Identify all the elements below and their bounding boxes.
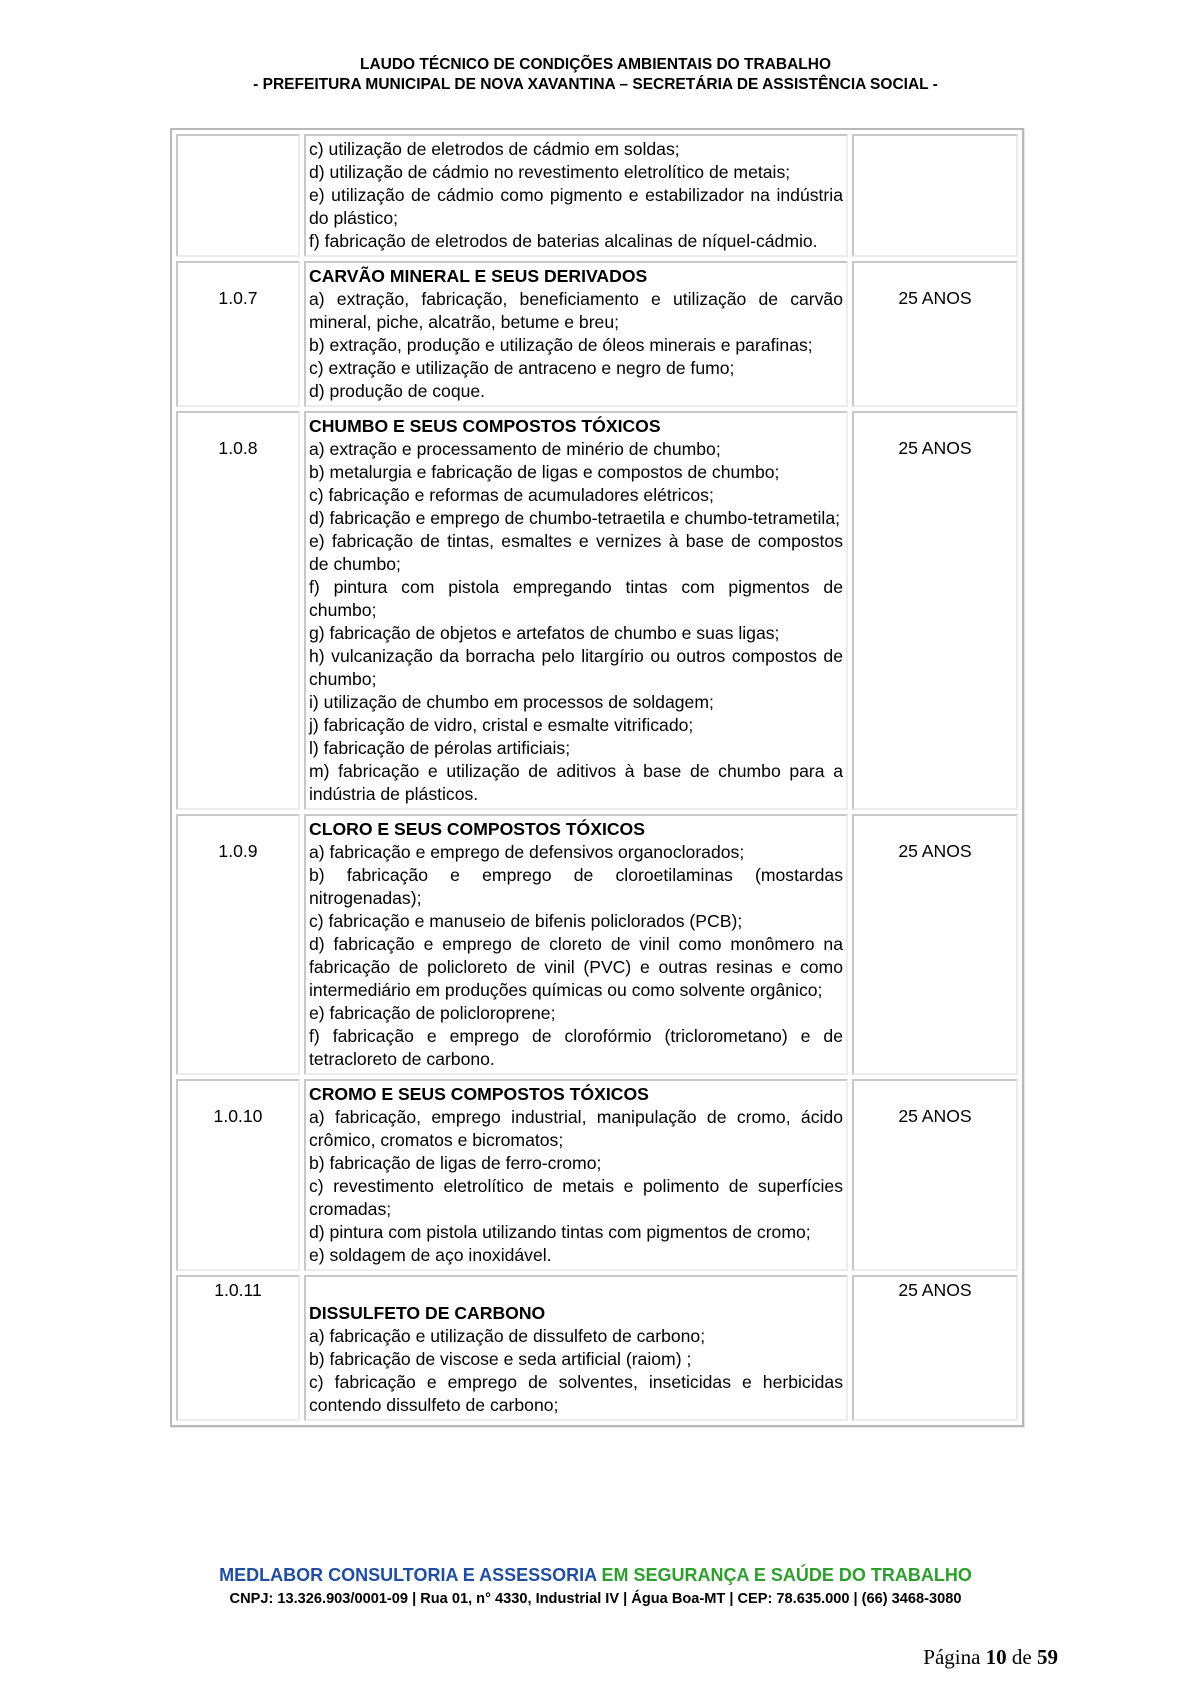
- agent-code-cell: [176, 814, 300, 1075]
- agent-title: CROMO E SEUS COMPOSTOS TÓXICOS: [309, 1084, 649, 1104]
- activity-item: d) fabricação e emprego de chumbo-tetraetila e chumbo-tetrametila;: [309, 508, 841, 528]
- activity-item: f) fabricação de eletrodos de baterias alcalinas de níquel-cádmio.: [309, 231, 818, 251]
- agent-code-cell: [176, 1275, 300, 1421]
- agents-table-frame: [170, 128, 1024, 1427]
- header-title: LAUDO TÉCNICO DE CONDIÇÕES AMBIENTAIS DO TRABALHO: [359, 56, 832, 73]
- document-header: [0, 55, 1191, 95]
- agent-description-cell: [304, 261, 848, 407]
- activity-item: a) fabricação, emprego industrial, manipulação de cromo, ácido crômico, cromatos e bicromatos;: [309, 1107, 843, 1150]
- agent-title: DISSULFETO DE CARBONO: [309, 1303, 546, 1323]
- page-current: 10: [985, 1645, 1007, 1669]
- agent-code-cell: [176, 261, 300, 407]
- activity-item: a) fabricação e emprego de defensivos organoclorados;: [309, 842, 745, 862]
- retirement-time-cell: [852, 1079, 1018, 1271]
- retirement-time-cell: [852, 411, 1018, 810]
- agent-code: 1.0.11: [214, 1280, 262, 1300]
- agent-code-cell: [176, 411, 300, 810]
- page-total: 59: [1037, 1645, 1058, 1669]
- agent-code: 1.0.9: [218, 841, 258, 861]
- activity-item: b) fabricação de ligas de ferro-cromo;: [309, 1153, 602, 1173]
- footer-company-green: EM SEGURANÇA E SAÚDE DO TRABALHO: [601, 1565, 972, 1585]
- footer-company: [0, 1565, 1191, 1586]
- retirement-time-cell: [852, 1275, 1018, 1421]
- table-row: [176, 134, 1018, 257]
- agents-table: [172, 130, 1022, 1425]
- agent-title: CHUMBO E SEUS COMPOSTOS TÓXICOS: [309, 416, 661, 436]
- agent-description-cell: [304, 1275, 848, 1421]
- retirement-time: 25 ANOS: [898, 1106, 972, 1126]
- agent-title: CARVÃO MINERAL E SEUS DERIVADOS: [309, 266, 648, 286]
- page-of: de: [1011, 1645, 1032, 1669]
- activity-item: b) fabricação de viscose e seda artificial (raiom) ;: [309, 1349, 692, 1369]
- activity-item: d) pintura com pistola utilizando tintas com pigmentos de cromo;: [309, 1222, 811, 1242]
- agent-title: CLORO E SEUS COMPOSTOS TÓXICOS: [309, 819, 645, 839]
- activity-item: l) fabricação de pérolas artificiais;: [309, 738, 571, 758]
- activity-item: m) fabricação e utilização de aditivos à base de chumbo para a indústria de plásticos.: [309, 761, 843, 804]
- agent-code: 1.0.8: [218, 438, 258, 458]
- table-row: [176, 814, 1018, 1075]
- retirement-time: 25 ANOS: [898, 288, 972, 308]
- activity-item: d) produção de coque.: [309, 381, 486, 401]
- activity-item: b) fabricação e emprego de cloroetilaminas (mostardas nitrogenadas);: [309, 865, 843, 908]
- activity-item: d) utilização de cádmio no revestimento eletrolítico de metais;: [309, 162, 791, 182]
- retirement-time: 25 ANOS: [898, 841, 972, 861]
- header-subtitle: - PREFEITURA MUNICIPAL DE NOVA XAVANTINA – SECRETÁRIA DE ASSISTÊNCIA SOCIAL -: [253, 76, 938, 93]
- activity-item: c) utilização de eletrodos de cádmio em soldas;: [309, 139, 680, 159]
- agent-description-cell: [304, 134, 848, 257]
- activity-item: c) revestimento eletrolítico de metais e polimento de superfícies cromadas;: [309, 1176, 843, 1219]
- agent-description-cell: [304, 814, 848, 1075]
- activity-item: a) extração e processamento de minério de chumbo;: [309, 439, 721, 459]
- activity-item: c) fabricação e reformas de acumuladores elétricos;: [309, 485, 714, 505]
- table-row: [176, 411, 1018, 810]
- agent-description-cell: [304, 411, 848, 810]
- footer-company-blue: MEDLABOR CONSULTORIA E ASSESSORIA: [219, 1565, 602, 1585]
- table-row: [176, 1079, 1018, 1271]
- retirement-time: 25 ANOS: [898, 1280, 972, 1300]
- agent-code-cell: [176, 134, 300, 257]
- activity-item: e) soldagem de aço inoxidável.: [309, 1245, 552, 1265]
- page-word: Página: [923, 1645, 981, 1669]
- activity-item: a) fabricação e utilização de dissulfeto de carbono;: [309, 1326, 706, 1346]
- activity-item: g) fabricação de objetos e artefatos de chumbo e suas ligas;: [309, 623, 780, 643]
- table-row: [176, 1275, 1018, 1421]
- activity-item: e) utilização de cádmio como pigmento e estabilizador na indústria do plástico;: [309, 185, 843, 228]
- page-number: [923, 1645, 1058, 1670]
- retirement-time-cell: [852, 134, 1018, 257]
- activity-item: f) pintura com pistola empregando tintas com pigmentos de chumbo;: [309, 577, 843, 620]
- activity-item: e) fabricação de policloroprene;: [309, 1003, 556, 1023]
- activity-item: c) fabricação e manuseio de bifenis policlorados (PCB);: [309, 911, 743, 931]
- activity-item: h) vulcanização da borracha pelo litargírio ou outros compostos de chumbo;: [309, 646, 843, 689]
- activity-item: d) fabricação e emprego de cloreto de vinil como monômero na fabricação de policloreto de vinil (PVC) e outras resinas e como intermediário em produções químicas ou como solvente orgânico;: [309, 934, 843, 1000]
- agent-description-cell: [304, 1079, 848, 1271]
- activity-item: f) fabricação e emprego de clorofórmio (triclorometano) e de tetracloreto de carbono.: [309, 1026, 843, 1069]
- retirement-time-cell: [852, 814, 1018, 1075]
- activity-item: i) utilização de chumbo em processos de soldagem;: [309, 692, 714, 712]
- footer-address: CNPJ: 13.326.903/0001-09 | Rua 01, n° 4330, Industrial IV | Água Boa-MT | CEP: 78.635.000 | (66) 3468-3080: [229, 1591, 962, 1607]
- activity-item: b) metalurgia e fabricação de ligas e compostos de chumbo;: [309, 462, 780, 482]
- activity-item: b) extração, produção e utilização de óleos minerais e parafinas;: [309, 335, 813, 355]
- agent-code: 1.0.10: [213, 1106, 263, 1126]
- agent-code: 1.0.7: [218, 288, 258, 308]
- activity-item: c) fabricação e emprego de solventes, inseticidas e herbicidas contendo dissulfeto de carbono;: [309, 1372, 843, 1415]
- retirement-time-cell: [852, 261, 1018, 407]
- activity-item: c) extração e utilização de antraceno e negro de fumo;: [309, 358, 735, 378]
- activity-item: j) fabricação de vidro, cristal e esmalte vitrificado;: [309, 715, 694, 735]
- agent-code-cell: [176, 1079, 300, 1271]
- retirement-time: 25 ANOS: [898, 438, 972, 458]
- table-row: [176, 261, 1018, 407]
- activity-item: e) fabricação de tintas, esmaltes e vernizes à base de compostos de chumbo;: [309, 531, 843, 574]
- activity-item: a) extração, fabricação, beneficiamento e utilização de carvão mineral, piche, alcatrão, betume e breu;: [309, 289, 843, 332]
